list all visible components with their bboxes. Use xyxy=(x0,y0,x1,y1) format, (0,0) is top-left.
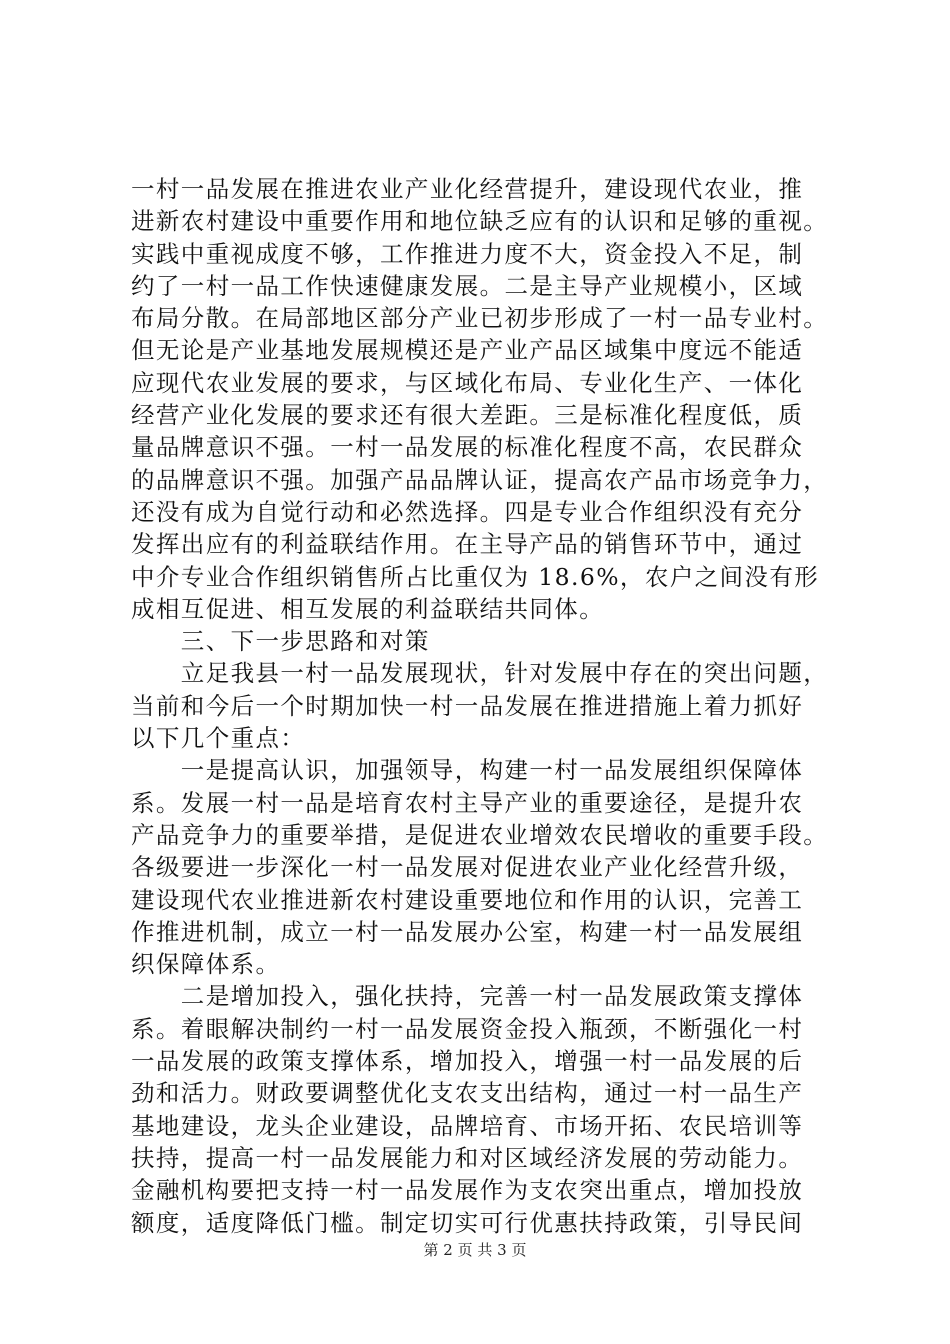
text-line: 实践中重视成度不够，工作推进力度不大，资金投入不足，制 xyxy=(131,239,804,268)
text-line: 应现代农业发展的要求，与区域化布局、专业化生产、一体化 xyxy=(131,368,804,397)
text-line: 劲和活力。财政要调整优化支农支出结构，通过一村一品生产 xyxy=(131,1079,804,1108)
text-line: 布局分散。在局部地区部分产业已初步形成了一村一品专业村。 xyxy=(131,304,829,333)
text-line: 成相互促进、相互发展的利益联结共同体。 xyxy=(131,594,605,623)
text-line: 以下几个重点： xyxy=(131,724,306,753)
text-line: 金融机构要把支持一村一品发展作为支农突出重点，增加投放 xyxy=(131,1176,804,1205)
text-line: 发挥出应有的利益联结作用。在主导产品的销售环节中，通过 xyxy=(131,530,804,559)
text-line: 扶持，提高一村一品发展能力和对区域经济发展的劳动能力。 xyxy=(131,1143,804,1172)
text-line: 中介专业合作组织销售所占比重仅为 18.6%，农户之间没有形 xyxy=(131,562,820,591)
text-line: 但无论是产业基地发展规模还是产业产品区域集中度远不能适 xyxy=(131,336,804,365)
text-line: 进新农村建设中重要作用和地位缺乏应有的认识和足够的重视。 xyxy=(131,207,829,236)
text-line: 织保障体系。 xyxy=(131,950,281,979)
document-body xyxy=(131,173,836,1239)
text-line: 的品牌意识不强。加强产品品牌认证，提高农产品市场竞争力， xyxy=(131,465,829,494)
text-line: 基地建设，龙头企业建设，品牌培育、市场开拓、农民培训等 xyxy=(131,1111,804,1140)
text-line: 经营产业化发展的要求还有很大差距。三是标准化程度低，质 xyxy=(131,401,804,430)
text-line: 当前和今后一个时期加快一村一品发展在推进措施上着力抓好 xyxy=(131,691,804,720)
text-line: 二是增加投入，强化扶持，完善一村一品发展政策支撑体 xyxy=(131,982,804,1011)
text-line: 量品牌意识不强。一村一品发展的标准化程度不高，农民群众 xyxy=(131,433,804,462)
text-line: 约了一村一品工作快速健康发展。二是主导产业规模小，区域 xyxy=(131,271,804,300)
text-line: 额度，适度降低门槛。制定切实可行优惠扶持政策，引导民间 xyxy=(131,1208,804,1237)
text-line: 一品发展的政策支撑体系，增加投入，增强一村一品发展的后 xyxy=(131,1047,804,1076)
text-line: 系。发展一村一品是培育农村主导产业的重要途径，是提升农 xyxy=(131,788,804,817)
text-line: 还没有成为自觉行动和必然选择。四是专业合作组织没有充分 xyxy=(131,497,804,526)
text-line: 立足我县一村一品发展现状，针对发展中存在的突出问题， xyxy=(131,659,829,688)
text-line: 系。着眼解决制约一村一品发展资金投入瓶颈，不断强化一村 xyxy=(131,1014,804,1043)
text-line: 作推进机制，成立一村一品发展办公室，构建一村一品发展组 xyxy=(131,917,804,946)
text-line: 建设现代农业推进新农村建设重要地位和作用的认识，完善工 xyxy=(131,885,804,914)
text-line: 各级要进一步深化一村一品发展对促进农业产业化经营升级， xyxy=(131,853,804,882)
page-number: 第 2 页 共 3 页 xyxy=(423,1241,527,1259)
section-heading: 三、下一步思路和对策 xyxy=(131,627,430,656)
text-line: 产品竞争力的重要举措，是促进农业增效农民增收的重要手段。 xyxy=(131,820,829,849)
text-line: 一是提高认识，加强领导，构建一村一品发展组织保障体 xyxy=(131,756,804,785)
text-line: 一村一品发展在推进农业产业化经营提升，建设现代农业，推 xyxy=(131,175,804,203)
